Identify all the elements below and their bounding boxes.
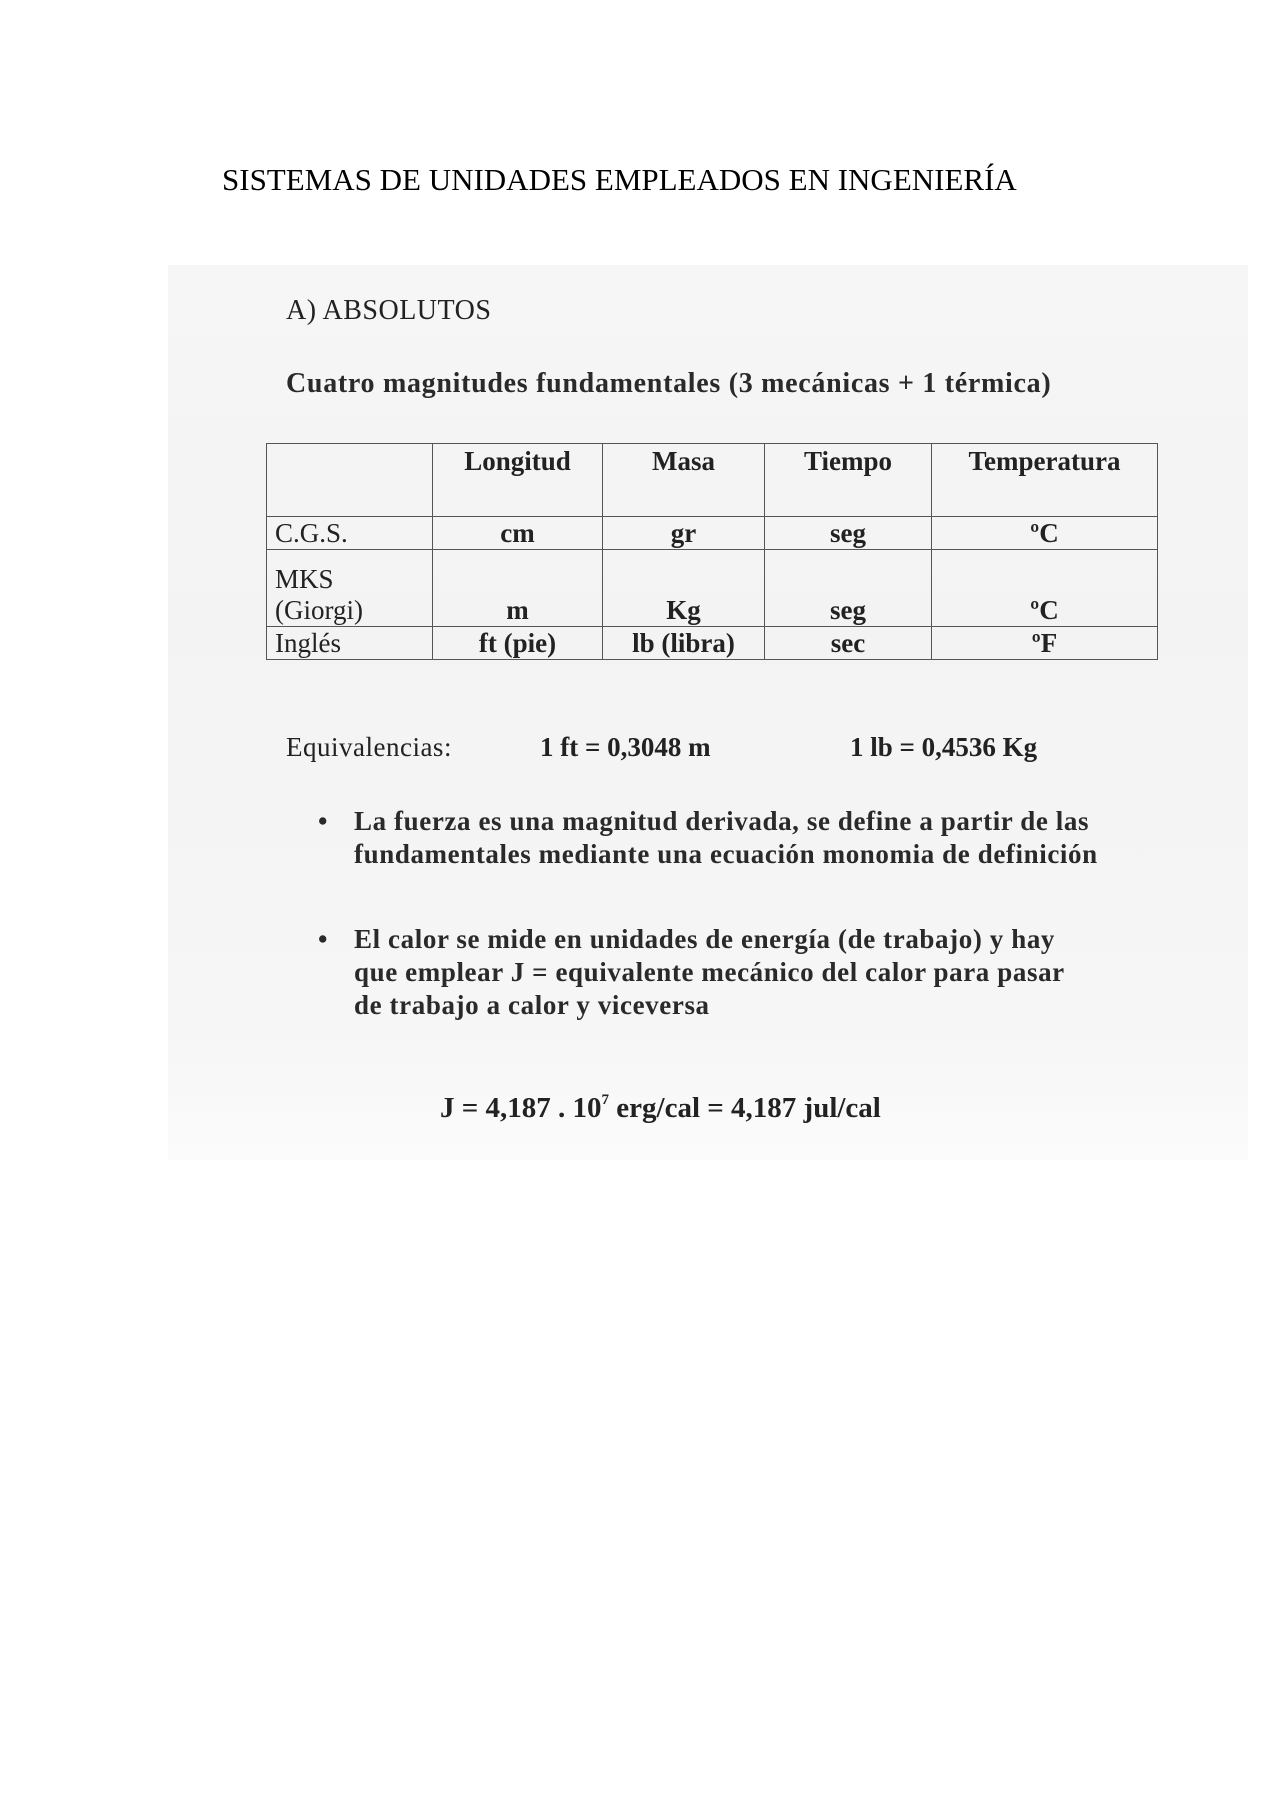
system-name-line: (Giorgi) [275, 595, 363, 625]
list-item [318, 805, 1098, 871]
section-subtitle: Cuatro magnitudes fundamentales (3 mecánicas + 1 térmica) [286, 368, 1052, 399]
table-cell: Kg [603, 550, 765, 627]
bullet-icon: • [318, 806, 329, 836]
units-table [266, 443, 1158, 660]
table-cell: cm [433, 517, 603, 550]
system-name: Inglés [267, 627, 433, 660]
list-item-text: La fuerza es una magnitud derivada, se define a partir de las fundamentales mediante una ecuación monomia de definición [354, 806, 1098, 869]
table-row [267, 517, 1158, 550]
scanned-page [168, 265, 1248, 1160]
table-cell: m [433, 550, 603, 627]
column-header [267, 444, 433, 517]
bullet-list [318, 805, 1098, 1074]
page-title: SISTEMAS DE UNIDADES EMPLEADOS EN INGENIERÍA [222, 162, 1017, 197]
formula-right: erg/cal = 4,187 jul/cal [609, 1092, 881, 1124]
table-cell: gr [603, 517, 765, 550]
equivalence-ft: 1 ft = 0,3048 m [540, 732, 711, 762]
column-header: Temperatura [932, 444, 1158, 517]
column-header: Tiempo [765, 444, 932, 517]
formula-left: J = 4,187 . 10 [440, 1092, 602, 1124]
system-name-line: MKS [275, 564, 334, 594]
system-name [267, 550, 433, 627]
table-row [267, 627, 1158, 660]
table-cell: seg [765, 517, 932, 550]
section-heading: A) ABSOLUTOS [286, 295, 492, 326]
column-header: Longitud [433, 444, 603, 517]
column-header: Masa [603, 444, 765, 517]
formula-exponent: 7 [601, 1092, 610, 1108]
joule-equivalent-formula [440, 1092, 881, 1125]
table-cell: lb (libra) [603, 627, 765, 660]
system-name: C.G.S. [267, 517, 433, 550]
list-item [318, 923, 1098, 1022]
table-cell: ºF [932, 627, 1158, 660]
table-cell: ºC [932, 517, 1158, 550]
table-row [267, 550, 1158, 627]
table-cell: sec [765, 627, 932, 660]
table-cell: seg [765, 550, 932, 627]
list-item-text: El calor se mide en unidades de energía (de trabajo) y hay que emplear J = equivalente mecánico del calor para pasar de trabajo a calor y viceversa [354, 924, 1065, 1020]
bullet-icon: • [318, 924, 329, 954]
table-cell: ºC [932, 550, 1158, 627]
table-header-row [267, 444, 1158, 517]
equivalences-label: Equivalencias: [286, 732, 452, 762]
equivalence-lb: 1 lb = 0,4536 Kg [850, 732, 1038, 762]
table-cell: ft (pie) [433, 627, 603, 660]
